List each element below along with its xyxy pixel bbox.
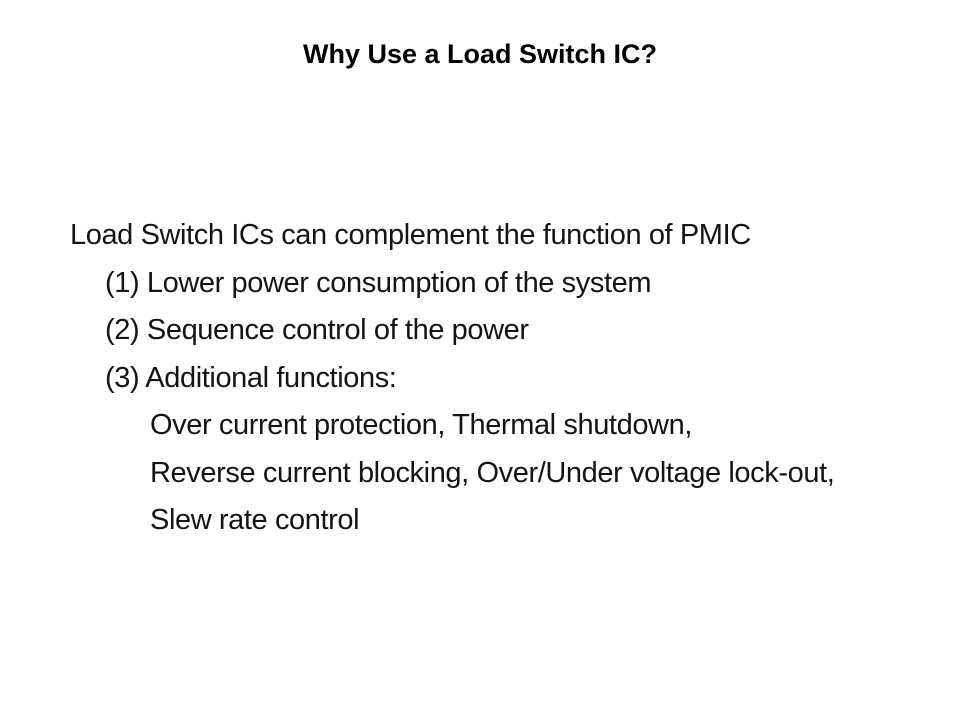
body-line: Load Switch ICs can complement the function of PMIC [70,219,751,251]
body-line: Slew rate control [150,504,360,536]
slide-title: Why Use a Load Switch IC? [302,39,658,69]
body-line: Over current protection, Thermal shutdown, [150,409,692,441]
slide-body [70,212,940,545]
body-line: (3) Additional functions: [105,361,397,394]
body-line: Reverse current blocking, Over/Under voltage lock-out, [150,456,835,489]
body-line: (2) Sequence control of the power [105,314,529,346]
body-line: (1) Lower power consumption of the system [105,266,652,299]
